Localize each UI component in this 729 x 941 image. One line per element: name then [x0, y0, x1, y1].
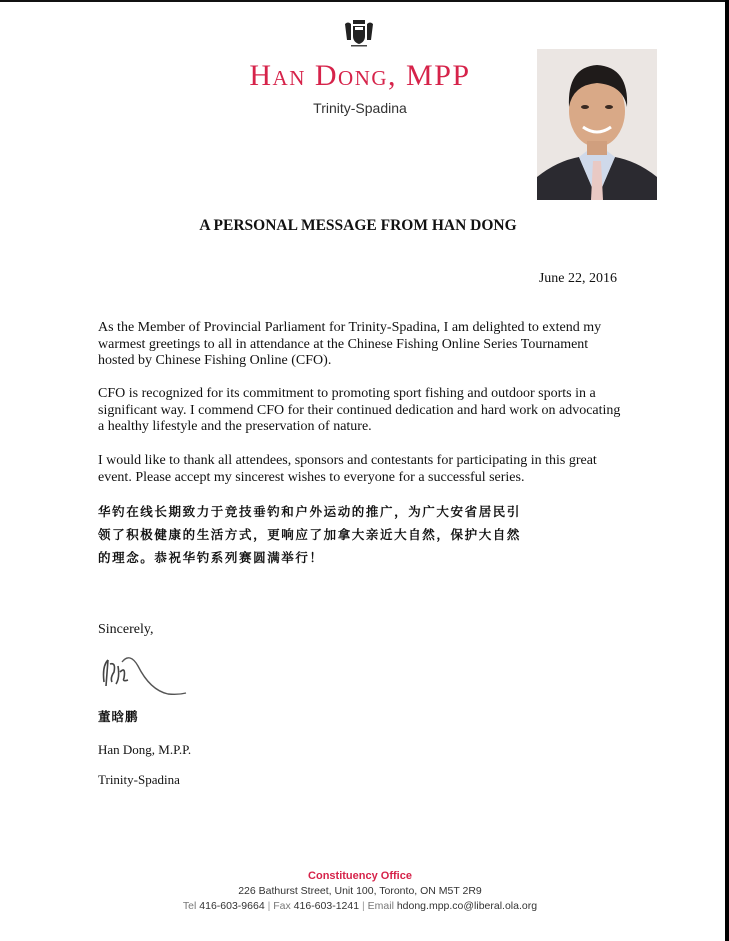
email-link[interactable]: hdong.mpp.co@liberal.ola.org [396, 900, 538, 912]
signatory-name: Han Dong, M.P.P. [98, 742, 192, 757]
tel-label: Tel [182, 900, 197, 912]
footer-office: Constituency Office [308, 870, 412, 882]
body-paragraph: I would like to thank all attendees, sponsors and contestants for participating in this great event. Please accept my sincerest wishes to everyone for a successful series. [98, 453, 597, 485]
footer [150, 869, 570, 914]
email-label: Email [367, 900, 394, 912]
chinese-line: 领了积极健康的生活方式，更响应了加拿大亲近大自然，保护大自然 [98, 527, 522, 542]
fax-value: 416-603-1241 [293, 900, 360, 912]
separator: | [361, 900, 365, 912]
letterhead-name: Han Dong, MPP [249, 59, 471, 92]
page-top-edge [0, 0, 729, 2]
ontario-coat-of-arms-icon [341, 18, 377, 48]
page-right-edge [725, 0, 729, 941]
chinese-paragraph [98, 500, 618, 569]
footer-contact [150, 899, 570, 914]
tel-value: 416-603-9664 [199, 900, 265, 912]
chinese-line: 的理念。恭祝华钓系列赛圆满举行！ [98, 550, 324, 565]
fax-label: Fax [273, 900, 291, 912]
letter-heading: A PERSONAL MESSAGE FROM HAN DONG [199, 217, 517, 234]
chinese-name: 董晗鹏 [98, 709, 139, 724]
body-paragraph: CFO is recognized for its commitment to promoting sport fishing and outdoor sports in a significant way. I commend CFO for their continued dedication and hard work on advocating a healthy lifestyle and the preservation of nature. [98, 386, 621, 434]
letter-date: June 22, 2016 [538, 271, 617, 286]
body-paragraph: As the Member of Provincial Parliament for Trinity-Spadina, I am delighted to extend my warmest greetings to all in attendance at the Chinese Fishing Online Series Tournament hosted by Chinese Fishing Online (CFO). [98, 320, 602, 368]
separator: | [267, 900, 271, 912]
signatory-riding: Trinity-Spadina [98, 772, 180, 787]
closing-salutation: Sincerely, [98, 622, 154, 637]
letterhead-riding: Trinity-Spadina [313, 100, 407, 116]
chinese-line: 华钓在线长期致力于竞技垂钓和户外运动的推广，为广大安省居民引 [98, 504, 522, 519]
footer-address: 226 Bathurst Street, Unit 100, Toronto, ON M5T 2R9 [238, 885, 482, 897]
handwritten-signature [98, 652, 188, 698]
portrait-photo [537, 49, 657, 200]
